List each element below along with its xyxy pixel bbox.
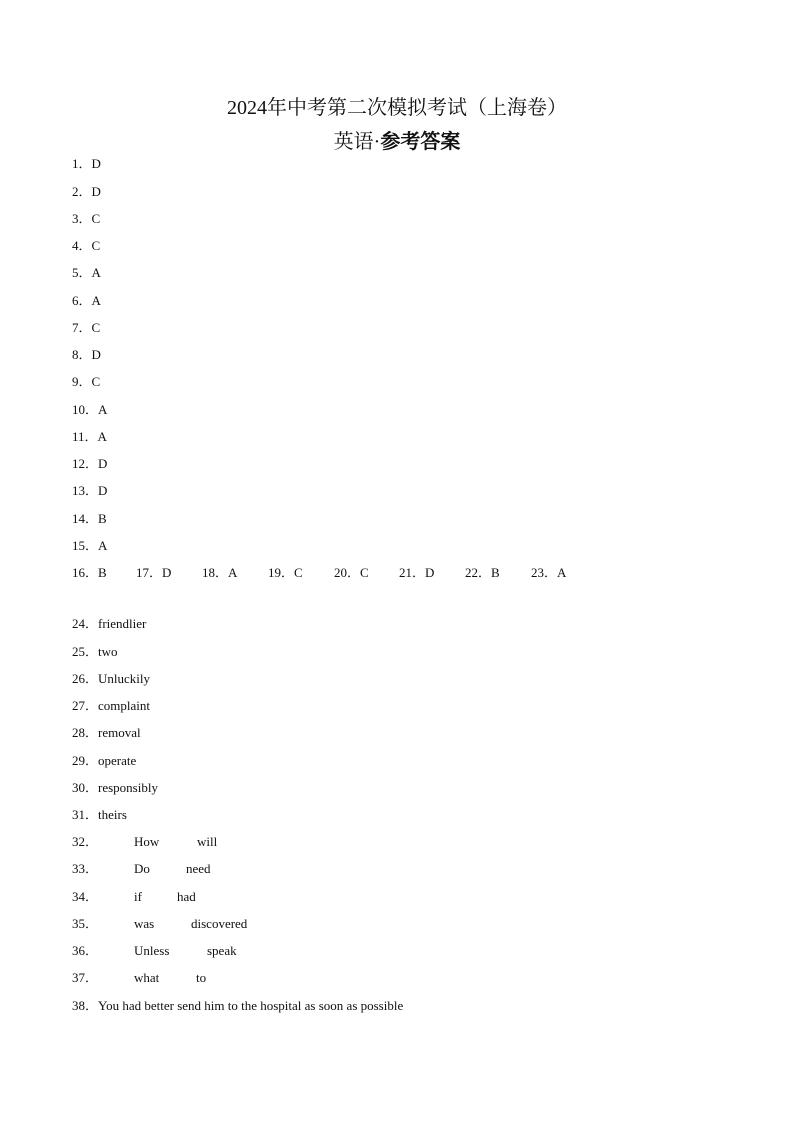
answer-item: 7．C	[72, 320, 101, 335]
answer-item: 18．A	[202, 565, 238, 580]
answer-item: 12．D	[72, 456, 108, 471]
answer-item: 1．D	[72, 156, 101, 171]
answer-pair-row	[72, 889, 372, 905]
answer-word-b: speak	[207, 943, 237, 958]
answer-word-a: if	[134, 889, 142, 904]
answer-item: 11．A	[72, 429, 107, 444]
answer-item: 28．removal	[72, 725, 141, 740]
answer-word-b: need	[186, 861, 211, 876]
answer-item: 4．C	[72, 238, 101, 253]
answer-number: 33．	[72, 861, 99, 876]
answer-word-b: will	[197, 834, 218, 849]
answer-item: 3．C	[72, 211, 101, 226]
answer-item: 20．C	[334, 565, 369, 580]
answer-pair-row	[72, 970, 372, 986]
answer-item: 13．D	[72, 483, 108, 498]
page-title: 2024年中考第二次模拟考试（上海卷）	[227, 97, 567, 119]
answer-word-a: Do	[134, 861, 150, 876]
answer-item: 21．D	[399, 565, 435, 580]
answer-number: 35．	[72, 916, 99, 931]
answer-item: 2．D	[72, 184, 101, 199]
answer-item: 15．A	[72, 538, 108, 553]
answer-key-label: 参考答案	[380, 131, 461, 153]
answer-item: 9．C	[72, 374, 101, 389]
answer-item: 29．operate	[72, 753, 137, 768]
answer-pair-row	[72, 916, 372, 932]
answer-item: 31．theirs	[72, 807, 127, 822]
answer-word-b: had	[177, 889, 196, 904]
answer-item: 30．responsibly	[72, 780, 158, 795]
answer-number: 36．	[72, 943, 99, 958]
answer-item: 24．friendlier	[72, 616, 147, 631]
answer-word-a: Unless	[134, 943, 170, 958]
answer-item: 23．A	[531, 565, 567, 580]
answer-pair-row	[72, 861, 372, 877]
answer-item: 10．A	[72, 402, 108, 417]
answer-item: 14．B	[72, 511, 107, 526]
answer-item: 17．D	[136, 565, 172, 580]
answer-item: 6．A	[72, 293, 101, 308]
answer-item: 16．B	[72, 565, 107, 580]
answer-number: 32．	[72, 834, 99, 849]
answer-pair-row	[72, 834, 372, 850]
answer-number: 37．	[72, 970, 99, 985]
page-subtitle	[0, 128, 794, 156]
answer-word-b: discovered	[191, 916, 248, 931]
answer-item: 26．Unluckily	[72, 671, 150, 686]
answer-item: 8．D	[72, 347, 101, 362]
answer-word-b: to	[196, 970, 207, 985]
answer-pair-row	[72, 943, 372, 959]
answer-item: 5．A	[72, 265, 101, 280]
answer-word-a: what	[134, 970, 160, 985]
answer-item: 25．two	[72, 644, 118, 659]
answer-sentence: 38．You had better send him to the hospital as soon as possible	[72, 998, 404, 1013]
answer-number: 34．	[72, 889, 99, 904]
answer-item: 27．complaint	[72, 698, 150, 713]
answer-word-a: was	[134, 916, 155, 931]
answer-word-a: How	[134, 834, 160, 849]
subject-label: 英语·	[333, 131, 381, 153]
answer-item: 22．B	[465, 565, 500, 580]
answer-row	[72, 565, 592, 581]
answer-item: 19．C	[268, 565, 303, 580]
